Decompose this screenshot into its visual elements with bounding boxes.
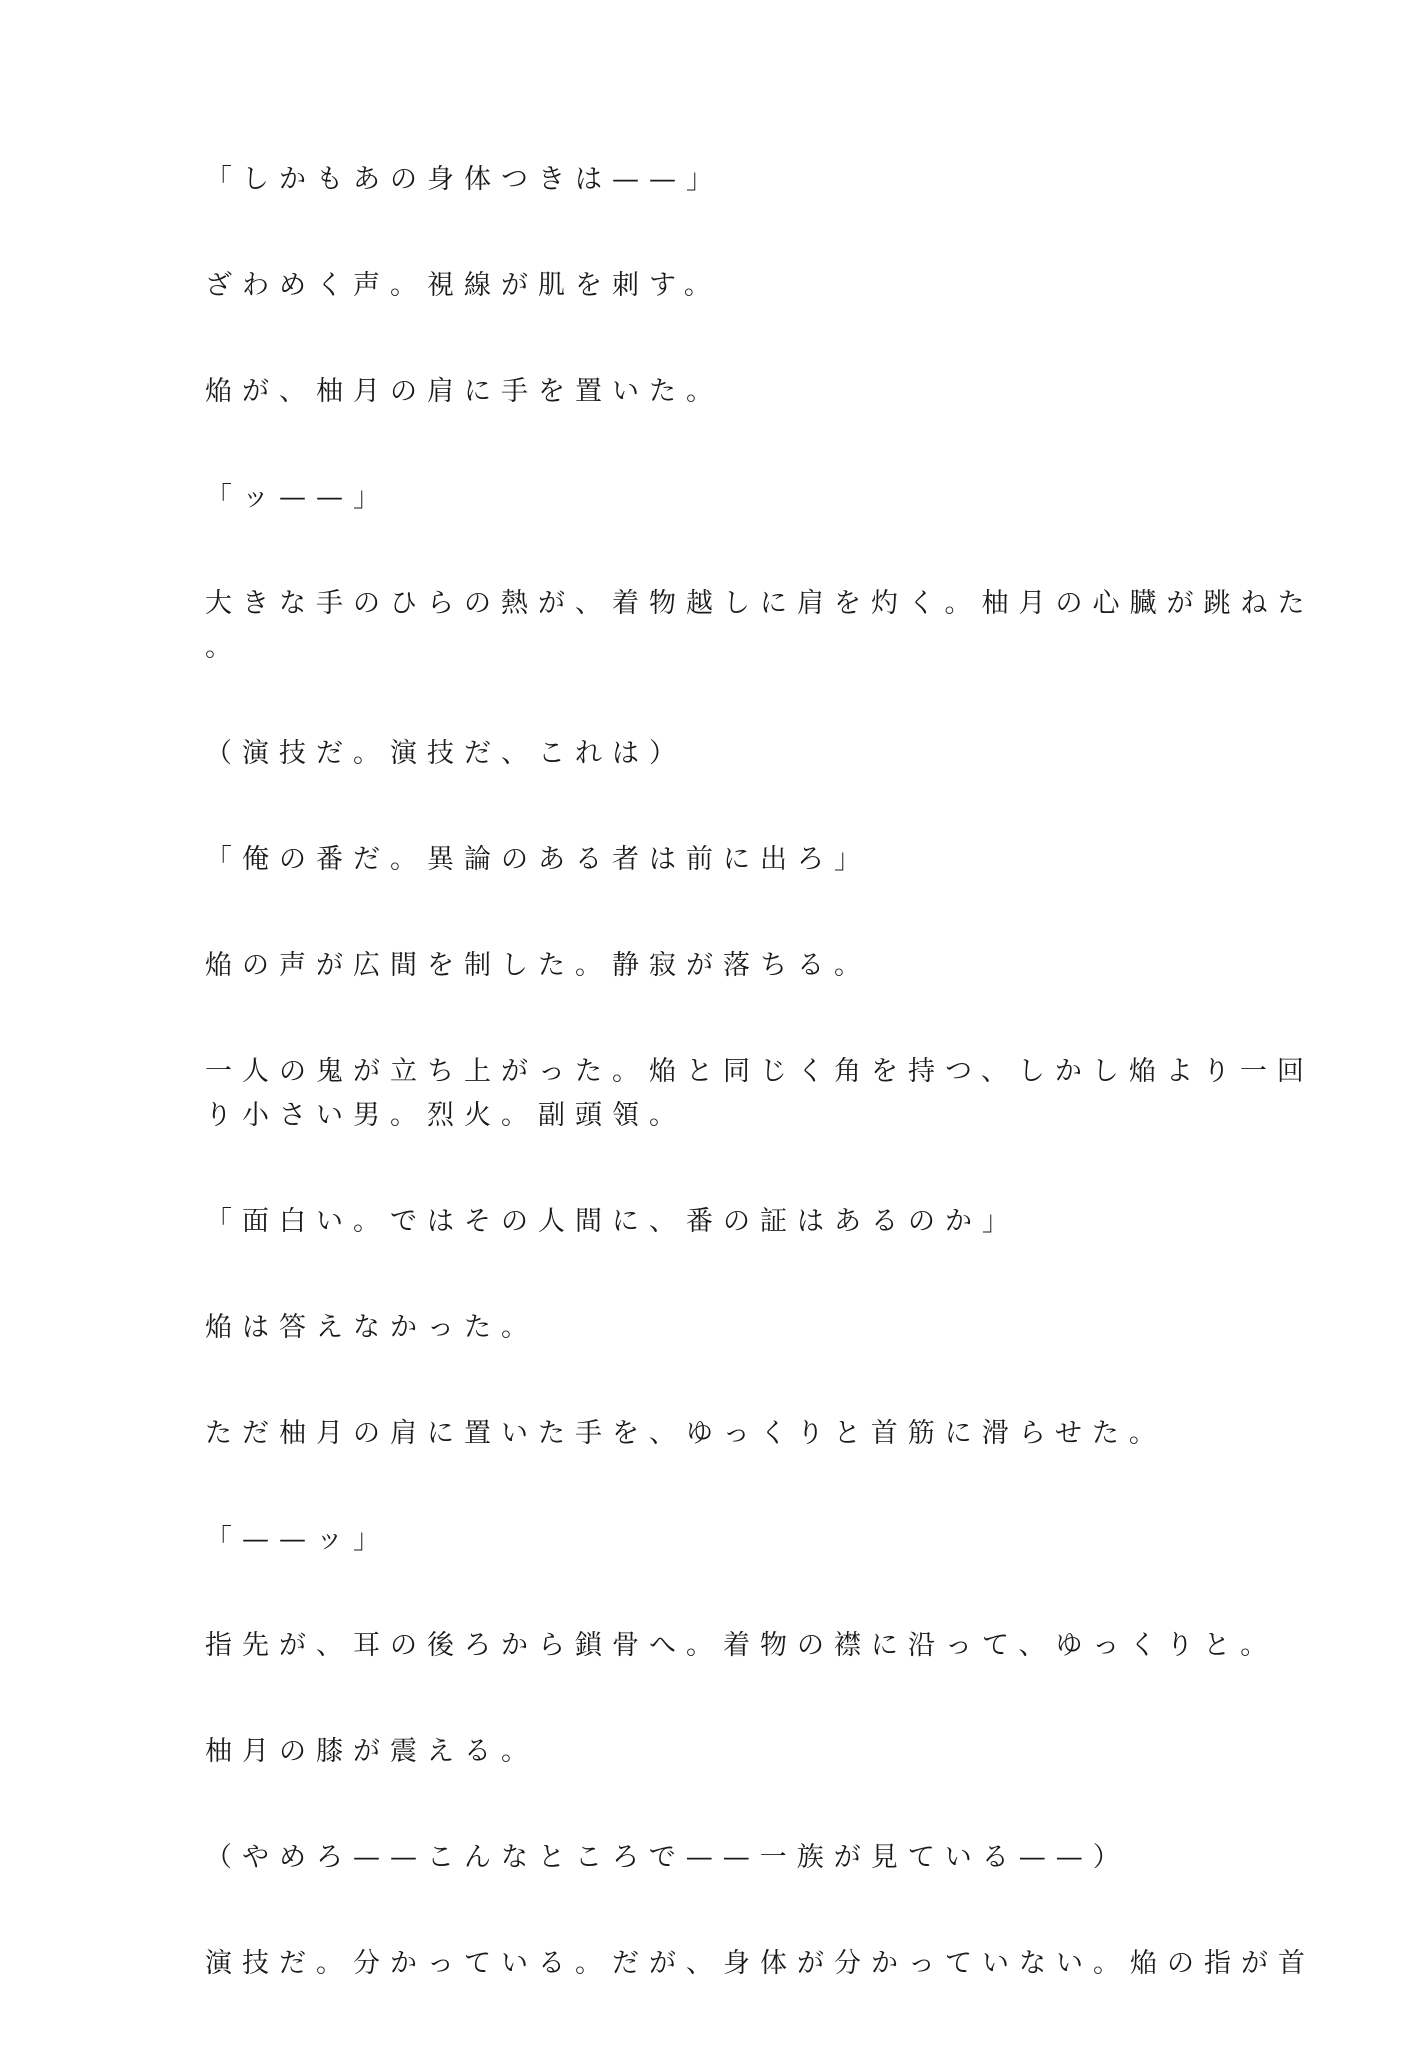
paragraph: 一人の鬼が立ち上がった。焔と同じく角を持つ、しかし焔より一回 り小さい男。烈火。副頭領。 [205, 1056, 1314, 1131]
paragraph: 焔の声が広間を制した。静寂が落ちる。 [205, 950, 871, 981]
paragraph: 「面白い。ではその人間に、番の証はあるのか」 [205, 1206, 1019, 1237]
paragraph: 柚月の膝が震える。 [205, 1736, 538, 1767]
paragraph: 大きな手のひらの熱が、着物越しに肩を灼く。柚月の心臓が跳ねた 。 [205, 588, 1315, 663]
paragraph: 演技だ。分かっている。だが、身体が分かっていない。焔の指が首 [205, 1948, 1315, 1979]
paragraph: ざわめく声。視線が肌を刺す。 [205, 270, 721, 301]
paragraph: （演技だ。演技だ、これは） [205, 738, 686, 769]
body-text [205, 158, 1315, 2048]
paragraph: 「しかもあの身体つきは——」 [205, 164, 723, 195]
paragraph: 焔は答えなかった。 [205, 1312, 538, 1343]
paragraph: （やめろ——こんなところで——一族が見ている——） [205, 1842, 1130, 1873]
paragraph: 焔が、柚月の肩に手を置いた。 [205, 376, 723, 407]
paragraph: 「——ッ」 [205, 1524, 390, 1555]
paragraph: 「ッ——」 [205, 482, 390, 513]
paragraph: ただ柚月の肩に置いた手を、ゆっくりと首筋に滑らせた。 [205, 1418, 1166, 1449]
paragraph: 指先が、耳の後ろから鎖骨へ。着物の襟に沿って、ゆっくりと。 [205, 1630, 1278, 1661]
paragraph: 「俺の番だ。異論のある者は前に出ろ」 [205, 844, 871, 875]
